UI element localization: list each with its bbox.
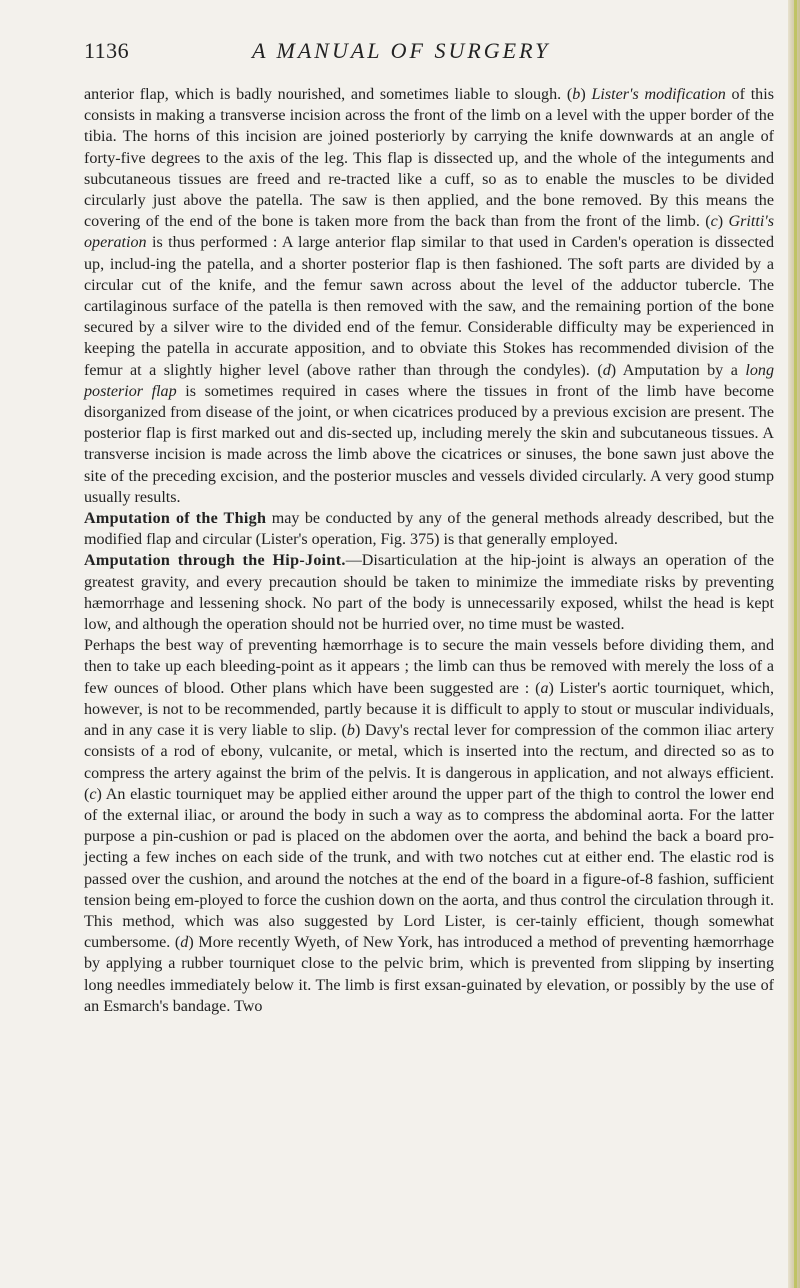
- text-run: is sometimes required in cases where the tissues in front of the limb have become disorganized from disease of the joint, or when cicatrices produced by a previous excision are present. The posterior flap is first marked out and dis-sected up, including merely the skin and subcutaneous tissues. A transverse incision is made across the limb above the cicatrices or sinuses, the bone sawn just above the site of the preceding excision, and the posterior muscles and vessels divided circularly. A very good stump usually results.: [84, 382, 774, 506]
- text-run: anterior flap, which is badly nourished, and sometimes liable to slough. (: [84, 86, 573, 103]
- paragraph: [84, 550, 774, 635]
- text-run: —Disarticulation at the hip-joint is always an operation of the greatest gravity, and every precaution should be taken to minimize the immediate risks by preventing hæmorrhage and lessening shock. No part of the body is unnecessarily exposed, whilst the head is kept low, and although the operation should not be hurried over, no time must be wasted.: [84, 552, 774, 634]
- italic-text: a: [540, 679, 549, 697]
- text-run: Perhaps the best way of preventing hæmorrhage is to secure the main vessels before dividing them, and then to take up each bleeding-point as it appears ; the limb can thus be removed with merely the loss of a few ounces of blood. Other plans which have been suggested are : (: [84, 637, 774, 697]
- italic-text: Gritti's operation: [84, 213, 774, 252]
- text-run: is thus performed : A large anterior flap similar to that used in Carden's operation is dissected up, includ-ing the patella, and a shorter posterior flap is then fashioned. The soft parts are divided by a circular cut of the knife, and the femur sawn across about the level of the adductor tubercle. The cartilaginous surface of the patella is then removed with the saw, and the remaining portion of the bone secured by a silver wire to the divided end of the femur. Considerable difficulty may be experienced in keeping the patella in accurate apposition, and to obviate this Stokes has recommended division of the femur at a slightly higher level (above rather than through the condyles). (: [84, 234, 774, 379]
- text-run: ) Amputation by a: [610, 361, 746, 379]
- text-run: ): [717, 213, 729, 231]
- paragraph: [84, 635, 774, 1017]
- text-run: may be conducted by any of the general methods already described, but the modified flap and circular (Lister's operation, Fig. 375) is that generally employed.: [84, 510, 774, 549]
- italic-text: b: [346, 722, 355, 740]
- page-edge-stripe: [794, 0, 797, 1288]
- italic-text: Lister's modification: [591, 86, 726, 103]
- bold-heading: Amputation through the Hip-Joint.: [84, 552, 346, 570]
- italic-text: long posterior flap: [84, 361, 775, 400]
- running-title: A MANUAL OF SURGERY: [252, 38, 551, 63]
- italic-text: b: [572, 86, 581, 103]
- body-text: [84, 84, 774, 1017]
- text-run: of this consists in making a transverse incision across the front of the limb on a level with the upper border of the tibia. The horns of this incision are joined posteriorly by carrying the knife downwards at an angle of forty-five degrees to the axis of the leg. This flap is dissected up, and the whole of the integuments and subcutaneous tissues are freed and re-tracted like a cuff, so as to enable the muscles to be divided circularly just above the patella. The saw is then applied, and the bone removed. By this means the covering of the end of the bone is taken more from the back than from the front of the limb. (: [84, 86, 774, 231]
- text-run: ): [580, 86, 592, 103]
- paragraph: [84, 84, 774, 508]
- italic-text: c: [710, 213, 718, 231]
- italic-text: d: [180, 934, 189, 952]
- text-run: ) Lister's aortic tourniquet, which, however, is not to be recommended, partly because it is difficult to apply to stout or muscular individuals, and in any case it is very liable to slip. (: [84, 679, 774, 740]
- italic-text: d: [602, 361, 611, 379]
- text-run: ) More recently Wyeth, of New York, has introduced a method of preventing hæmorrhage by applying a rubber tourniquet close to the pelvic brim, which is prevented from slipping by inserting long needles immediately below it. The limb is first exsan-guinated by elevation, or possibly by the use of an Esmarch's bandage. Two: [84, 934, 774, 1015]
- bold-heading: Amputation of the Thigh: [84, 510, 267, 528]
- text-run: ) Davy's rectal lever for compression of the common iliac artery consists of a rod of ebony, vulcanite, or metal, which is inserted into the rectum, and directed so as to compress the artery against the brim of the pelvis. It is dangerous in application, and not always efficient. (: [84, 722, 774, 803]
- page-header: [84, 38, 774, 68]
- italic-text: c: [89, 785, 97, 803]
- paragraph: [84, 508, 774, 550]
- text-run: ) An elastic tourniquet may be applied either around the upper part of the thigh to control the lower end of the external iliac, or around the body in such a way as to compress the abdominal aorta. For the latter purpose a pin-cushion or pad is placed on the abdomen over the aorta, and behind the back a board pro-jecting a few inches on each side of the trunk, and with two notches cut at either end. The elastic rod is passed over the cushion, and around the notches at the end of the board in a figure-of-8 fashion, sufficient tension being em-ployed to force the cushion down on the aorta, and thus control the circulation through it. This method, which was also suggested by Lord Lister, is cer-tainly efficient, though somewhat cumbersome. (: [84, 785, 774, 952]
- page-number: 1136: [84, 38, 130, 63]
